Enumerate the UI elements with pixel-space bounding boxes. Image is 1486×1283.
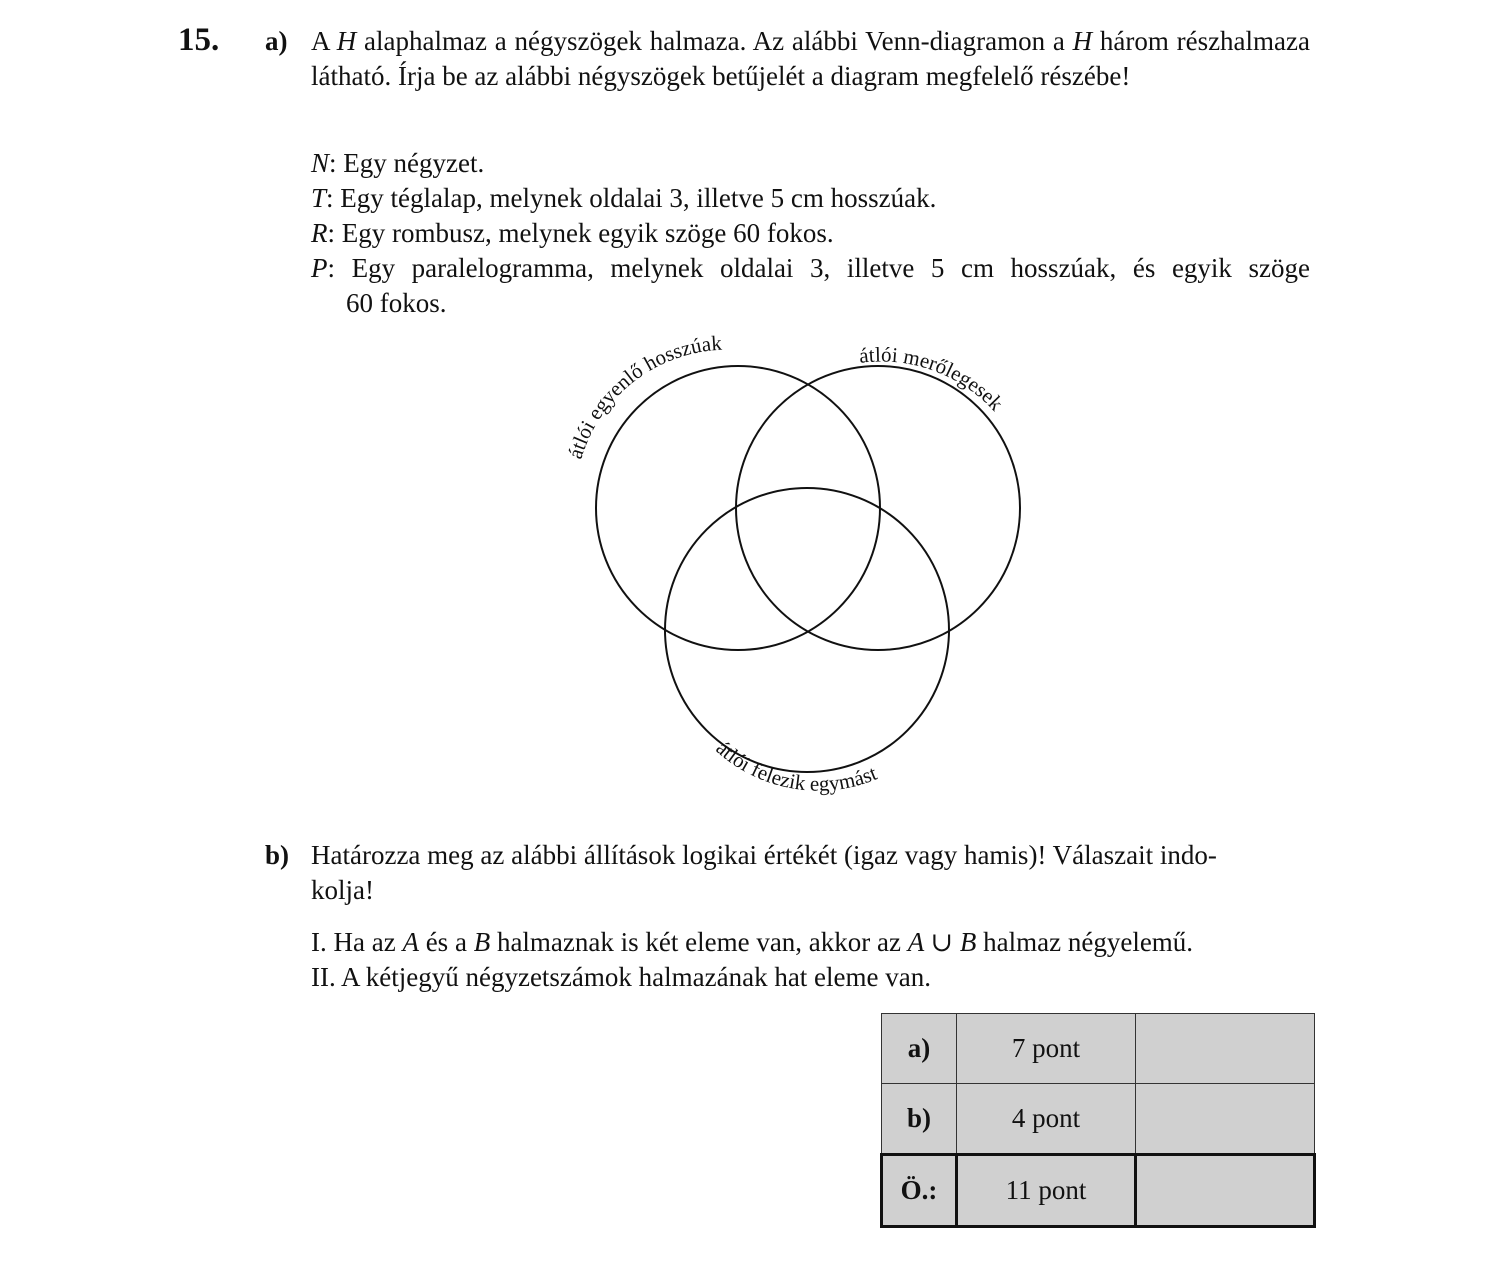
- item-p-continuation: 60 fokos.: [346, 288, 447, 318]
- set-a-symbol: A: [402, 927, 419, 957]
- statement-1: [311, 925, 1193, 960]
- statement-2: II. A kétjegyű négyzetszámok halmazának hat eleme van.: [311, 962, 931, 992]
- item-text: : Egy rombusz, melynek egyik szöge 60 fokos.: [327, 218, 834, 248]
- task-number: 15.: [178, 22, 220, 58]
- score-row-a: [882, 1014, 1315, 1084]
- item-letter: R: [311, 218, 328, 248]
- item-p: [311, 251, 1310, 286]
- statement-1-text: halmaz négyelemű.: [976, 927, 1194, 957]
- score-points: 4 pont: [957, 1084, 1136, 1155]
- statement-1-text: halmaznak is két eleme van, akkor az: [490, 927, 908, 957]
- score-points: 11 pont: [957, 1155, 1136, 1227]
- item-text: : Egy téglalap, melynek oldalai 3, illetve 5 cm hosszúak.: [326, 183, 937, 213]
- score-earned-field[interactable]: [1136, 1155, 1315, 1227]
- union-expression: A ∪ B: [907, 927, 977, 957]
- set-h-symbol: H: [336, 26, 357, 56]
- venn-diagram: [560, 330, 1040, 800]
- venn-label-bottom: átlói felezik egymást: [711, 735, 881, 796]
- item-t: [311, 181, 936, 216]
- item-letter: P: [311, 253, 328, 283]
- statement-1-text: és a: [418, 927, 474, 957]
- part-a-text-1: A: [311, 26, 337, 56]
- score-table: [880, 1013, 1316, 1228]
- part-b-label: b): [265, 840, 290, 870]
- score-earned-field[interactable]: [1136, 1014, 1315, 1084]
- part-a-text-3: három részhalmaza látható. Írja be az alábbi négyszögek betűjelét a diagram megfelelő részébe!: [311, 26, 1310, 91]
- score-row-total: [882, 1155, 1315, 1227]
- part-b-instructions-cont: kolja!: [311, 875, 374, 905]
- set-h-symbol: H: [1072, 26, 1093, 56]
- venn-label-right: átlói merőlegesek: [857, 342, 1009, 416]
- venn-circle-left: [596, 366, 880, 650]
- item-text: : Egy paralelogramma, melynek oldalai 3, illetve 5 cm hosszúak, és egyik szöge: [327, 253, 1310, 283]
- score-part: Ö.:: [882, 1155, 957, 1227]
- score-row-b: [882, 1084, 1315, 1155]
- item-letter: N: [311, 148, 330, 178]
- part-a-label: a): [265, 26, 288, 56]
- part-a-text-2: alaphalmaz a négyszögek halmaza. Az alábbi Venn-diagramon a: [356, 26, 1073, 56]
- venn-label-left: átlói egyenlő hosszúak: [562, 330, 723, 462]
- score-earned-field[interactable]: [1136, 1084, 1315, 1155]
- item-text: : Egy négyzet.: [329, 148, 485, 178]
- set-b-symbol: B: [473, 927, 491, 957]
- score-part: b): [882, 1084, 957, 1155]
- part-b-instructions: Határozza meg az alábbi állítások logikai értékét (igaz vagy hamis)! Válaszait indo-: [311, 840, 1217, 870]
- part-a-instructions: [311, 24, 1310, 94]
- item-r: [311, 216, 834, 251]
- item-letter: T: [311, 183, 327, 213]
- score-points: 7 pont: [957, 1014, 1136, 1084]
- score-part: a): [882, 1014, 957, 1084]
- item-n: [311, 146, 484, 181]
- statement-1-text: I. Ha az: [311, 927, 403, 957]
